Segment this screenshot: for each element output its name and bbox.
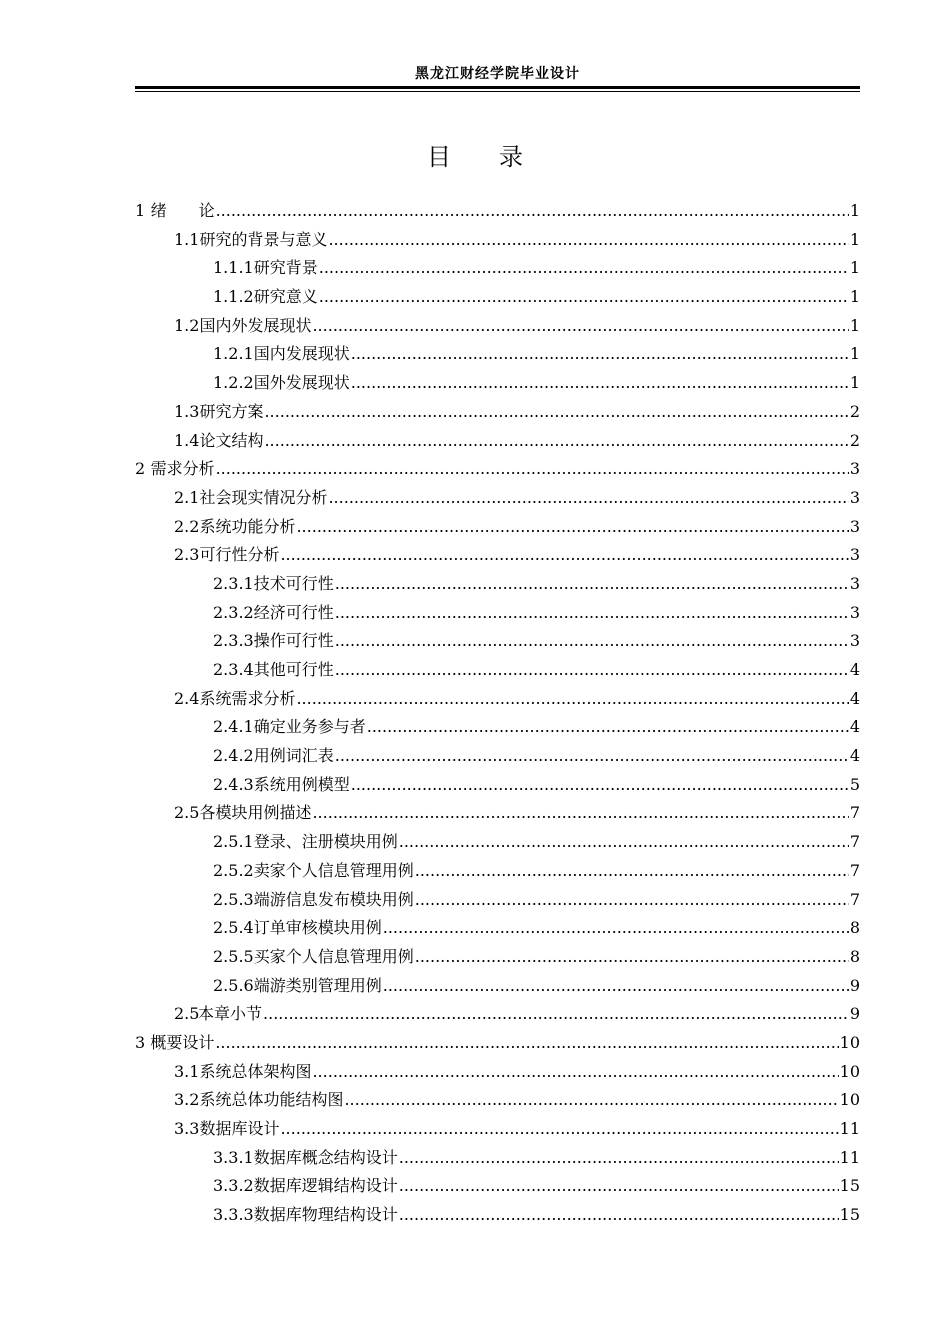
- page-header: 黑龙江财经学院毕业设计: [415, 66, 580, 82]
- toc-entry-title: 本章小节: [198, 1004, 263, 1024]
- toc-entry-title: 国内外发展现状: [199, 315, 312, 335]
- toc-entry-page: 3: [849, 487, 860, 507]
- toc-entry[interactable]: [135, 599, 860, 628]
- toc-dot-leader: [296, 685, 848, 714]
- toc-entry-page: 1: [849, 315, 860, 335]
- toc-entry-title: 经济可行性: [253, 602, 334, 622]
- toc-entry-page: 11: [839, 1119, 860, 1138]
- toc-entry-number: 2.5.5: [213, 946, 254, 966]
- toc-entry-number: 2.5.4: [213, 918, 254, 938]
- toc-entry-title: 研究方案: [199, 401, 264, 421]
- toc-dot-leader: [215, 1029, 838, 1058]
- toc-entry[interactable]: [135, 713, 860, 742]
- toc-entry[interactable]: [135, 685, 860, 714]
- toc-dot-leader: [328, 484, 848, 513]
- toc-entry[interactable]: [135, 1201, 860, 1230]
- toc-entry-number: 2.3: [174, 545, 200, 565]
- toc-entry-title: 系统需求分析: [199, 688, 296, 708]
- toc-dot-leader: [383, 972, 849, 1001]
- toc-entry-title: 论文结构: [199, 430, 264, 450]
- toc-entry[interactable]: [135, 226, 860, 255]
- toc-entry-title: 系统总体功能结构图: [199, 1090, 344, 1110]
- toc-dot-leader: [328, 226, 848, 255]
- toc-entry-title: 可行性分析: [199, 545, 280, 565]
- toc-entry[interactable]: [135, 570, 860, 599]
- toc-entry-number: 3.1: [174, 1061, 200, 1081]
- toc-entry-number: 2.5.3: [213, 889, 254, 909]
- toc-entry-number: 2.5: [174, 1004, 200, 1024]
- toc-entry-number: 3.3: [174, 1119, 200, 1138]
- toc-entry-number: 1.1.1: [213, 258, 254, 278]
- toc-entry[interactable]: [135, 455, 860, 484]
- toc-dot-leader: [399, 1201, 839, 1230]
- toc-entry-page: 1: [849, 201, 860, 220]
- toc-entry[interactable]: [135, 1029, 860, 1058]
- toc-dot-leader: [415, 857, 849, 886]
- toc-entry-number: 2.4.2: [213, 746, 254, 766]
- toc-dot-leader: [367, 713, 849, 742]
- toc-entry-page: 7: [849, 803, 860, 823]
- toc-entry-title: 研究背景: [253, 258, 318, 278]
- toc-entry-page: 15: [839, 1176, 860, 1196]
- toc-dot-leader: [312, 312, 848, 341]
- toc-entry-page: 1: [849, 344, 860, 364]
- toc-dot-leader: [216, 455, 849, 484]
- toc-entry-number: 2: [135, 459, 146, 479]
- toc-entry-page: 8: [849, 946, 860, 966]
- toc-entry-page: 7: [849, 832, 860, 852]
- toc-entry[interactable]: [135, 742, 860, 771]
- toc-entry[interactable]: [135, 312, 860, 341]
- toc-entry-title: 系统用例模型: [253, 774, 350, 794]
- toc-dot-leader: [280, 1115, 838, 1144]
- toc-dot-leader: [312, 1058, 838, 1087]
- toc-entry[interactable]: [135, 627, 860, 656]
- toc-dot-leader: [351, 771, 849, 800]
- toc-entry-title: 绪 论: [150, 201, 215, 220]
- toc-entry-number: 1.1.2: [213, 287, 254, 307]
- toc-dot-leader: [280, 541, 848, 570]
- toc-entry-title: 各模块用例描述: [199, 803, 312, 823]
- toc-entry-number: 2.3.4: [213, 660, 254, 679]
- toc-dot-leader: [351, 369, 849, 398]
- toc-dot-leader: [319, 254, 849, 283]
- toc-dot-leader: [399, 828, 849, 857]
- toc-entry[interactable]: [135, 828, 860, 857]
- toc-entry-number: 3.3.3: [213, 1205, 254, 1225]
- toc-entry[interactable]: [135, 914, 860, 943]
- toc-entry-page: 3: [849, 631, 860, 651]
- toc-entry[interactable]: [135, 1058, 860, 1087]
- header-rule-thin: [135, 91, 860, 92]
- toc-entry[interactable]: [135, 398, 860, 427]
- toc-entry[interactable]: [135, 1086, 860, 1115]
- toc-entry-page: 8: [849, 918, 860, 938]
- toc-entry-title: 系统总体架构图: [199, 1061, 312, 1081]
- toc-entry-number: 1: [135, 201, 146, 220]
- toc-entry-title: 端游类别管理用例: [253, 975, 382, 995]
- toc-dot-leader: [312, 799, 848, 828]
- toc-entry-page: 1: [849, 287, 860, 307]
- toc-dot-leader: [415, 886, 849, 915]
- toc-entry[interactable]: [135, 972, 860, 1001]
- toc-entry[interactable]: [135, 1115, 860, 1144]
- toc-entry[interactable]: [135, 1000, 860, 1029]
- toc-entry[interactable]: [135, 1144, 860, 1173]
- toc-entry[interactable]: [135, 427, 860, 456]
- toc-entry-number: 2.3.3: [213, 631, 254, 651]
- toc-entry[interactable]: [135, 943, 860, 972]
- toc-entry-page: 1: [849, 258, 860, 278]
- toc-entry-page: 2: [849, 430, 860, 450]
- toc-entry[interactable]: [135, 340, 860, 369]
- toc-entry-page: 3: [849, 459, 860, 479]
- toc-entry[interactable]: [135, 656, 860, 685]
- toc-entry[interactable]: [135, 1172, 860, 1201]
- toc-entry-page: 2: [849, 401, 860, 421]
- toc-entry[interactable]: [135, 541, 860, 570]
- toc-dot-leader: [335, 742, 849, 771]
- toc-entry-number: 2.3.2: [213, 602, 254, 622]
- toc-entry-page: 9: [849, 1004, 860, 1024]
- toc-entry-page: 4: [849, 660, 860, 679]
- toc-entry-number: 1.1: [174, 229, 200, 249]
- toc-entry-page: 3: [849, 602, 860, 622]
- toc-entry[interactable]: [135, 369, 860, 398]
- toc-dot-leader: [335, 656, 849, 685]
- toc-entry-title: 系统功能分析: [199, 516, 296, 536]
- toc-entry-page: 10: [839, 1032, 860, 1052]
- toc-entry-title: 买家个人信息管理用例: [253, 946, 414, 966]
- toc-dot-leader: [263, 1000, 849, 1029]
- toc-entry[interactable]: [135, 857, 860, 886]
- toc-entry-page: 1: [849, 229, 860, 249]
- toc-entry[interactable]: [135, 283, 860, 312]
- toc-dot-leader: [399, 1172, 839, 1201]
- toc-entry-title: 国内发展现状: [253, 344, 350, 364]
- toc-dot-leader: [415, 943, 849, 972]
- toc-entry-title: 数据库设计: [199, 1119, 280, 1138]
- toc-entry[interactable]: [135, 484, 860, 513]
- toc-title: 目 录: [427, 143, 523, 171]
- toc-entry-title: 研究意义: [253, 287, 318, 307]
- toc-entry-page: 7: [849, 889, 860, 909]
- toc-entry-number: 2.3.1: [213, 573, 254, 593]
- toc-list: [135, 197, 860, 1230]
- toc-entry[interactable]: [135, 771, 860, 800]
- toc-entry-title: 端游信息发布模块用例: [253, 889, 414, 909]
- toc-entry-page: 3: [849, 516, 860, 536]
- toc-entry-number: 1.2.2: [213, 373, 254, 393]
- toc-entry-page: 10: [839, 1061, 860, 1081]
- toc-entry[interactable]: [135, 197, 860, 226]
- toc-entry-title: 需求分析: [150, 459, 215, 479]
- toc-entry-title: 确定业务参与者: [253, 717, 366, 737]
- toc-entry-title: 技术可行性: [253, 573, 334, 593]
- toc-entry-title: 登录、注册模块用例: [253, 832, 398, 852]
- toc-entry[interactable]: [135, 254, 860, 283]
- toc-entry-number: 1.2.1: [213, 344, 254, 364]
- toc-entry-page: 4: [849, 688, 860, 708]
- toc-entry-number: 2.5.2: [213, 860, 254, 880]
- toc-entry-number: 3: [135, 1032, 146, 1052]
- toc-entry-number: 3.3.2: [213, 1176, 254, 1196]
- toc-entry-number: 2.5.6: [213, 975, 254, 995]
- toc-entry-title: 概要设计: [150, 1032, 215, 1052]
- toc-dot-leader: [344, 1086, 838, 1115]
- toc-dot-leader: [296, 513, 848, 542]
- toc-dot-leader: [351, 340, 849, 369]
- toc-entry-number: 2.4.1: [213, 717, 254, 737]
- toc-entry-number: 2.5: [174, 803, 200, 823]
- toc-dot-leader: [399, 1144, 839, 1173]
- toc-entry-page: 1: [849, 373, 860, 393]
- toc-entry-page: 4: [849, 746, 860, 766]
- toc-entry-page: 9: [849, 975, 860, 995]
- toc-entry-number: 2.4.3: [213, 774, 254, 794]
- toc-entry-title: 研究的背景与意义: [199, 229, 328, 249]
- toc-entry-title: 卖家个人信息管理用例: [253, 860, 414, 880]
- toc-entry[interactable]: [135, 799, 860, 828]
- toc-entry-number: 1.3: [174, 401, 200, 421]
- toc-dot-leader: [264, 427, 848, 456]
- toc-entry-number: 3.3.1: [213, 1147, 254, 1167]
- toc-dot-leader: [335, 599, 849, 628]
- toc-entry-title: 用例词汇表: [253, 746, 334, 766]
- toc-entry-title: 操作可行性: [253, 631, 334, 651]
- toc-entry-title: 数据库物理结构设计: [253, 1205, 398, 1225]
- toc-entry-number: 2.2: [174, 516, 200, 536]
- toc-entry-title: 社会现实情况分析: [199, 487, 328, 507]
- toc-dot-leader: [383, 914, 849, 943]
- toc-dot-leader: [264, 398, 848, 427]
- toc-entry-page: 7: [849, 860, 860, 880]
- toc-dot-leader: [335, 570, 849, 599]
- toc-dot-leader: [216, 197, 849, 226]
- toc-entry-title: 数据库概念结构设计: [253, 1147, 398, 1167]
- header-rule-thick: [135, 86, 860, 89]
- toc-entry[interactable]: [135, 886, 860, 915]
- toc-entry-page: 15: [839, 1205, 860, 1225]
- toc-dot-leader: [335, 627, 849, 656]
- toc-entry-title: 国外发展现状: [253, 373, 350, 393]
- toc-entry-number: 2.1: [174, 487, 200, 507]
- toc-entry-number: 1.2: [174, 315, 200, 335]
- toc-entry[interactable]: [135, 513, 860, 542]
- toc-entry-number: 1.4: [174, 430, 200, 450]
- toc-entry-page: 11: [839, 1147, 860, 1167]
- toc-entry-page: 4: [849, 717, 860, 737]
- toc-entry-title: 其他可行性: [253, 660, 334, 679]
- toc-entry-title: 订单审核模块用例: [253, 918, 382, 938]
- toc-entry-page: 10: [839, 1090, 860, 1110]
- toc-entry-number: 2.5.1: [213, 832, 254, 852]
- toc-dot-leader: [319, 283, 849, 312]
- toc-entry-page: 3: [849, 545, 860, 565]
- toc-entry-page: 3: [849, 573, 860, 593]
- toc-entry-number: 2.4: [174, 688, 200, 708]
- toc-entry-page: 5: [849, 774, 860, 794]
- toc-entry-title: 数据库逻辑结构设计: [253, 1176, 398, 1196]
- toc-entry-number: 3.2: [174, 1090, 200, 1110]
